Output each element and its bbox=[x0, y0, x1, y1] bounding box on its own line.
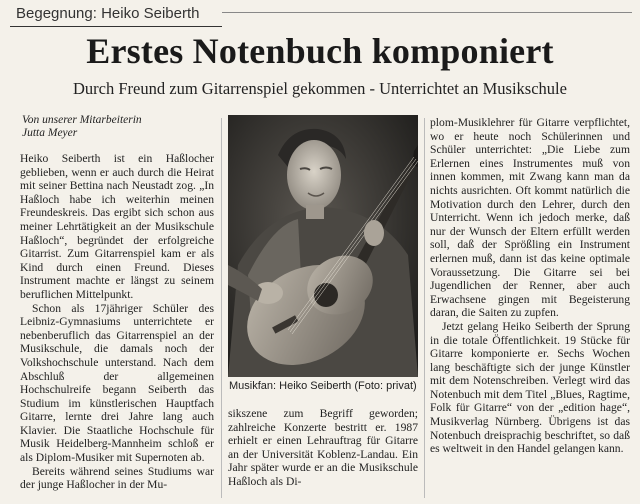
article-column-1 bbox=[20, 152, 214, 492]
photo-caption: Musikfan: Heiko Seiberth (Foto: privat) bbox=[229, 380, 417, 392]
article-column-2 bbox=[228, 407, 418, 489]
paragraph: Jetzt gelang Heiko Seiberth der Sprung in die totale Öffentlichkeit. 19 Stücke für Gitarre komponierte er. Sechs Wochen lang beschäftigte sich der junge Künstler mit dem Notenschreiben. Verlegt wird das Notenbuch mit dem Titel „Blues, Ragtime, Folk für Gitarre“ von der „edition hage“, Musikverlag Nürnberg. Übrigens ist das Notenbuch dreisprachig beschriftet, so daß es weltweit in den Handel gelangen kann. bbox=[430, 319, 630, 456]
byline bbox=[22, 114, 212, 140]
column-divider bbox=[221, 118, 222, 498]
top-rule bbox=[222, 12, 632, 13]
guitarist-photo-image bbox=[228, 115, 418, 377]
subheadline: Durch Freund zum Gitarrenspiel gekommen - Unterrichtet an Musikschule bbox=[73, 79, 567, 98]
paragraph: Heiko Seiberth ist ein Haßlocher geblieben, wenn er auch durch die Heirat mit seiner Bettina nach Neustadt zog. „In Haßloch habe ich weiterhin meinen Freundeskreis. Das ergibt sich schon aus meiner Lehrtätigkeit an der Musikschule Haßloch“, begründet der erfolgreiche Gitarrist. Zum Gitarrenspiel kam er als Kind durch einen Freund. Dieses Instrument machte er längst zu seinem beruflichen Mittelpunkt. bbox=[20, 152, 214, 301]
column-divider bbox=[424, 118, 425, 498]
byline-role: Von unserer Mitarbeiterin bbox=[22, 114, 142, 126]
byline-author: Jutta Meyer bbox=[22, 127, 78, 139]
paragraph: sikszene zum Begriff geworden; zahlreiche Konzerte bestritt er. 1987 erhielt er einen Lehrauftrag für Gitarre an der Universität Koblenz-Landau. Ein Jahr später wurde er an die Musikschule Haßloch als Di- bbox=[228, 407, 418, 488]
paragraph: plom-Musiklehrer für Gitarre verpflichtet, wo er heute noch Schülerinnen und Schüler unterrichtet: „Die Liebe zum Erlernen eines Instrumentes muß von innen kommen, mit Zwang kann man da nichts ausrichten. Oft kommt natürlich die Motivation durch den Lehrer, durch den Unterricht. Wenn ich jedoch merke, daß nur der Wunsch der Eltern erfüllt werden soll, daß der Sprößling ein Instrument erlernen muß, dann ist das keine optimale Voraussetzung. Die Gitarre sei bei Jugendlichen der Renner, aber auch Erwachsene gingen mit Begeisterung daran, die Saiten zu zupfen. bbox=[430, 116, 630, 320]
article-column-3 bbox=[430, 116, 630, 456]
paragraph: Schon als 17jähriger Schüler des Leibniz-Gymnasiums unterrichtete er nebenberuflich das Gitarrenspiel an der Musikschule, die damals noch der Volkshochschule unterstand. Nach dem Abschluß der allgemeinen Hochschulreife begann Seiberth das Studium im künstlerischen Hauptfach Gitarre, lernte drei Jahre lang auch Klavier. Die Staatliche Hochschule für Musik Heidelberg-Mannheim schloß er als Diplom-Musiker mit Supernoten ab. bbox=[20, 301, 214, 465]
section-label bbox=[10, 4, 222, 27]
guitarist-photo bbox=[228, 115, 418, 377]
section-label-text: Begegnung: Heiko Seiberth bbox=[16, 5, 200, 22]
paragraph: Bereits während seines Studiums war der junge Haßlocher in der Mu- bbox=[20, 464, 214, 492]
headline: Erstes Notenbuch komponiert bbox=[86, 31, 554, 71]
